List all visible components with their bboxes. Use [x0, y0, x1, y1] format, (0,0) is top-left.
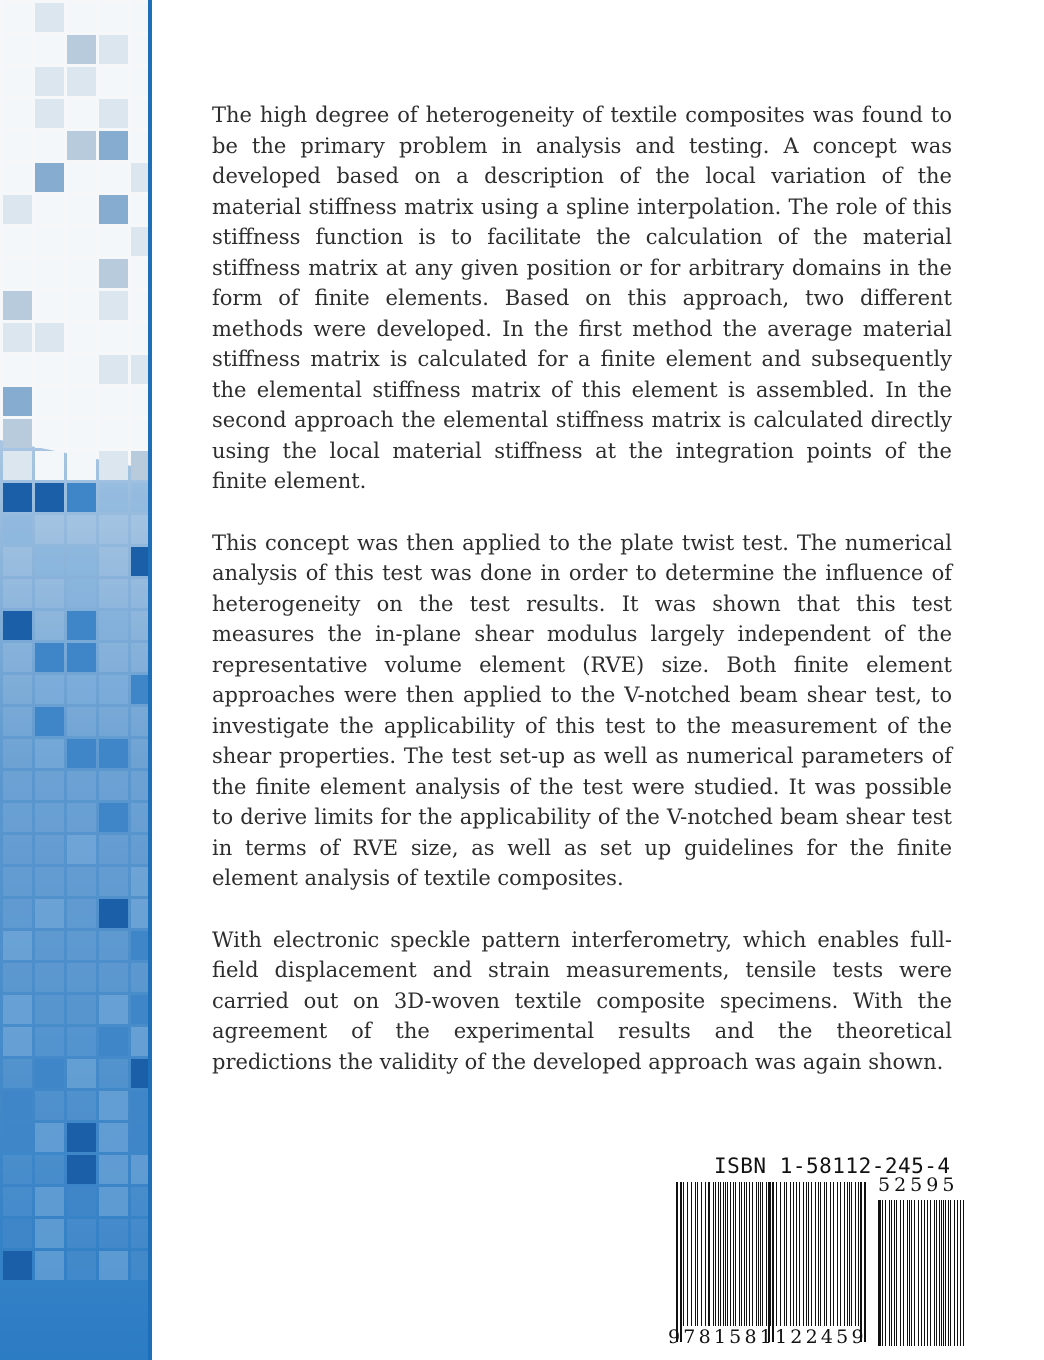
sidebar-tile [3, 35, 32, 64]
barcode-bar [715, 1182, 716, 1326]
sidebar-tile [35, 771, 64, 800]
barcode-guard-bar [768, 1182, 770, 1342]
sidebar-tile [35, 355, 64, 384]
sidebar-tile [3, 355, 32, 384]
barcode-bar [930, 1200, 931, 1346]
sidebar-tile [3, 195, 32, 224]
sidebar-tile [3, 899, 32, 928]
barcode-bar [903, 1200, 904, 1346]
isbn-barcode [668, 1150, 968, 1350]
sidebar-tile [3, 675, 32, 704]
sidebar-tile [3, 1251, 32, 1280]
barcode-bar [770, 1182, 771, 1326]
isbn-label: ISBN 1-58112-245-4 [714, 1154, 951, 1178]
barcode-bar [927, 1200, 928, 1346]
sidebar-tile [67, 995, 96, 1024]
sidebar-tile [99, 611, 128, 640]
barcode-guard-bar [680, 1182, 682, 1342]
barcode-bar [683, 1182, 684, 1326]
sidebar-tile-grid [0, 0, 152, 1360]
sidebar-tile [35, 291, 64, 320]
barcode-bar [796, 1182, 797, 1326]
sidebar-tile [67, 259, 96, 288]
sidebar-tile [35, 1219, 64, 1248]
barcode-bar [900, 1200, 901, 1346]
sidebar-tile [3, 835, 32, 864]
sidebar-tile [99, 1155, 128, 1184]
sidebar-tile [35, 963, 64, 992]
barcode-bar [705, 1182, 706, 1326]
barcode-bar [808, 1182, 809, 1326]
sidebar-tile [3, 67, 32, 96]
sidebar-tile [3, 771, 32, 800]
barcode-guard-bar [864, 1182, 866, 1342]
sidebar-tile [67, 131, 96, 160]
sidebar-tile [3, 483, 32, 512]
sidebar-tile [67, 1251, 96, 1280]
barcode-bar [855, 1182, 856, 1326]
sidebar-tile [35, 131, 64, 160]
sidebar-tile [99, 227, 128, 256]
sidebar-tile [35, 867, 64, 896]
sidebar-tile [67, 867, 96, 896]
sidebar-tile [99, 419, 128, 448]
sidebar-tile [67, 227, 96, 256]
sidebar-tile [35, 323, 64, 352]
barcode-bar [837, 1182, 838, 1326]
barcode-bar [894, 1200, 895, 1346]
sidebar-tile [35, 899, 64, 928]
barcode-bar [713, 1182, 714, 1326]
barcode-bar [780, 1182, 781, 1326]
sidebar-tile [99, 259, 128, 288]
barcode-bar [941, 1200, 942, 1346]
barcode-bar [815, 1182, 816, 1326]
sidebar-tile [99, 451, 128, 480]
sidebar-tile [3, 387, 32, 416]
sidebar-tile [35, 1187, 64, 1216]
sidebar-tile [3, 451, 32, 480]
sidebar-tile [3, 1027, 32, 1056]
sidebar-tile [35, 419, 64, 448]
sidebar-tile [99, 3, 128, 32]
sidebar-tile [67, 931, 96, 960]
barcode-bar [909, 1200, 910, 1346]
sidebar-tile [67, 323, 96, 352]
sidebar-tile [3, 643, 32, 672]
barcode-bar [697, 1182, 698, 1326]
sidebar-tile [99, 1091, 128, 1120]
sidebar-tile [3, 131, 32, 160]
sidebar-tile [35, 835, 64, 864]
sidebar-tile [99, 867, 128, 896]
barcode-bar [844, 1182, 845, 1326]
sidebar-tile [99, 931, 128, 960]
sidebar-tile [67, 963, 96, 992]
barcode-bar [945, 1200, 946, 1346]
sidebar-tile [35, 1155, 64, 1184]
barcode-guard-bar [676, 1182, 678, 1342]
sidebar-tile [35, 1027, 64, 1056]
sidebar-tile [35, 675, 64, 704]
barcode-bar [701, 1182, 702, 1326]
barcode-bar [811, 1182, 812, 1326]
sidebar-tile [99, 35, 128, 64]
sidebar-tile [67, 1155, 96, 1184]
sidebar-tile [35, 995, 64, 1024]
sidebar-tile [99, 643, 128, 672]
sidebar-tile [3, 579, 32, 608]
sidebar-tile [3, 739, 32, 768]
sidebar-tile [3, 547, 32, 576]
sidebar-tile [99, 131, 128, 160]
barcode-bar [733, 1182, 734, 1326]
barcode-bar [718, 1182, 719, 1326]
barcode-bar [725, 1182, 726, 1326]
barcode-bar [784, 1182, 785, 1326]
sidebar-tile [99, 1219, 128, 1248]
barcode-bar [858, 1182, 859, 1326]
barcode-bar [744, 1182, 745, 1326]
sidebar-tile [3, 867, 32, 896]
sidebar-tile [67, 195, 96, 224]
sidebar-tile [99, 995, 128, 1024]
sidebar-tile [67, 355, 96, 384]
sidebar-tile [67, 291, 96, 320]
sidebar-tile [3, 995, 32, 1024]
paragraph-1: The high degree of heterogeneity of textile composites was found to be the primary problem in analysis and testing. A concept was developed based on a description of the local variation of the material stiffness matrix using a spline interpolation. The role of this stiffness function is to facilitate the calculation of the material stiffness matrix at any given position or for arbitrary domains in the form of finite elements. Based on this approach, two different methods were developed. In the first method the average material stiffness matrix is calculated for a finite element and subsequently the elemental stiffness matrix of this element is assembled. In the second approach the elemental stiffness matrix is calculated directly using the local material stiffness at the integration points of the finite element. [212, 103, 952, 493]
sidebar-tile [3, 163, 32, 192]
sidebar-tile [67, 739, 96, 768]
sidebar-tile [67, 35, 96, 64]
barcode-bar [934, 1200, 935, 1346]
sidebar-tile [35, 35, 64, 64]
sidebar-tile [35, 739, 64, 768]
sidebar-tile [35, 1123, 64, 1152]
sidebar-tile [99, 579, 128, 608]
barcode-guard-bar [772, 1182, 774, 1342]
sidebar-tile [35, 579, 64, 608]
sidebar-tile [3, 1219, 32, 1248]
barcode-bar [918, 1200, 919, 1346]
sidebar-tile [35, 1251, 64, 1280]
sidebar-tile [3, 1059, 32, 1088]
barcode-bar [907, 1200, 908, 1346]
sidebar-tile [35, 451, 64, 480]
barcode-guard-bar [860, 1182, 862, 1342]
barcode-bar [882, 1200, 883, 1346]
barcode-bar [921, 1200, 922, 1346]
barcode-bar [790, 1182, 791, 1326]
sidebar-tile [99, 1251, 128, 1280]
sidebar-tile [3, 963, 32, 992]
sidebar-tile [35, 99, 64, 128]
sidebar-tile [35, 227, 64, 256]
sidebar-tile [99, 963, 128, 992]
sidebar-tile [3, 707, 32, 736]
barcode-bar [758, 1182, 759, 1326]
barcode-bar [950, 1200, 951, 1346]
sidebar-tile [99, 99, 128, 128]
barcode-bar [896, 1200, 897, 1346]
barcode-bar [954, 1200, 955, 1346]
sidebar-tile [3, 1091, 32, 1120]
barcode-bar [806, 1182, 807, 1326]
sidebar-tile [99, 355, 128, 384]
sidebar-tile [67, 451, 96, 480]
barcode-bar [960, 1200, 961, 1346]
sidebar-tile [99, 515, 128, 544]
sidebar-tile [67, 1123, 96, 1152]
sidebar-tile [3, 227, 32, 256]
price-code: 52595 [878, 1174, 959, 1196]
barcode-bar [891, 1200, 892, 1346]
sidebar-tile [67, 99, 96, 128]
sidebar-tile [67, 163, 96, 192]
sidebar-tile [67, 835, 96, 864]
sidebar-tile [35, 547, 64, 576]
sidebar-tile [35, 67, 64, 96]
sidebar-tile [3, 291, 32, 320]
barcode-bar [851, 1182, 852, 1326]
barcode-bar [889, 1200, 890, 1346]
barcode-bar [840, 1182, 841, 1326]
sidebar-tile [99, 323, 128, 352]
barcode-bar [741, 1182, 742, 1326]
sidebar-tile [99, 291, 128, 320]
sidebar-tile [35, 515, 64, 544]
sidebar-tile [67, 579, 96, 608]
sidebar-tile [35, 483, 64, 512]
sidebar-tile [3, 803, 32, 832]
sidebar-tile [99, 387, 128, 416]
barcode-bar [766, 1182, 767, 1326]
barcode-bar [799, 1182, 800, 1326]
barcode-bar [756, 1182, 757, 1326]
sidebar-tile [35, 387, 64, 416]
barcode-bar [786, 1182, 787, 1326]
sidebar-tile [67, 1091, 96, 1120]
sidebar-tile [3, 1187, 32, 1216]
sidebar-tile [67, 515, 96, 544]
sidebar-tile [67, 611, 96, 640]
barcode-bar [708, 1182, 710, 1326]
sidebar-tile [67, 3, 96, 32]
sidebar-tile [35, 163, 64, 192]
sidebar-tile [3, 611, 32, 640]
sidebar-tile [99, 163, 128, 192]
barcode-bars [668, 1150, 968, 1350]
sidebar-tile [99, 675, 128, 704]
barcode-bar [957, 1200, 958, 1346]
barcode-bar [914, 1200, 915, 1346]
ean-digits: 9781581122459 [668, 1326, 867, 1348]
sidebar-tile [99, 1187, 128, 1216]
barcode-bar [762, 1182, 763, 1326]
barcode-bar [963, 1200, 964, 1346]
sidebar-tile [35, 259, 64, 288]
sidebar-tile [67, 1219, 96, 1248]
sidebar-tile [3, 931, 32, 960]
sidebar-tile [99, 1123, 128, 1152]
barcode-bar [723, 1182, 724, 1326]
barcode-bar [878, 1200, 881, 1346]
barcode-bar [687, 1182, 688, 1326]
barcode-bar [833, 1182, 834, 1326]
sidebar-tile [67, 547, 96, 576]
sidebar-tile [35, 643, 64, 672]
decorative-tile-sidebar [0, 0, 152, 1360]
sidebar-tile [3, 323, 32, 352]
barcode-bar [793, 1182, 794, 1326]
sidebar-tile [35, 931, 64, 960]
sidebar-tile [99, 803, 128, 832]
barcode-bar [739, 1182, 740, 1326]
sidebar-tile [99, 899, 128, 928]
barcode-bar [911, 1200, 912, 1346]
barcode-bar [752, 1182, 753, 1326]
sidebar-tile [3, 515, 32, 544]
barcode-bar [924, 1200, 925, 1346]
sidebar-tile [35, 1091, 64, 1120]
sidebar-tile [67, 707, 96, 736]
sidebar-tile [99, 835, 128, 864]
barcode-bar [695, 1182, 696, 1326]
barcode-bar [849, 1182, 850, 1326]
barcode-bar [776, 1182, 777, 1326]
barcode-bar [730, 1182, 731, 1326]
sidebar-tile [67, 419, 96, 448]
sidebar-tile [67, 771, 96, 800]
barcode-bar [948, 1200, 949, 1346]
barcode-bar [847, 1182, 848, 1326]
sidebar-tile [67, 643, 96, 672]
barcode-bar [749, 1182, 750, 1326]
paragraph-3: With electronic speckle pattern interferometry, which enables full-field displacement and strain measurements, tensile tests were carried out on 3D-woven textile composite specimens. With the agreement of the experimental results and the theoretical predictions the validity of the developed approach was again shown. [212, 927, 952, 1074]
sidebar-tile [67, 387, 96, 416]
sidebar-tile [99, 707, 128, 736]
barcode-bar [760, 1182, 761, 1326]
barcode-bar [943, 1200, 944, 1346]
sidebar-tile [99, 739, 128, 768]
barcode-bar [691, 1182, 692, 1326]
sidebar-tile [3, 419, 32, 448]
sidebar-tile [35, 195, 64, 224]
barcode-bar [824, 1182, 825, 1326]
sidebar-tile [99, 547, 128, 576]
sidebar-tile [99, 1059, 128, 1088]
sidebar-tile [3, 1123, 32, 1152]
sidebar-tile [67, 675, 96, 704]
sidebar-tile [3, 3, 32, 32]
sidebar-tile [67, 899, 96, 928]
sidebar-tile [35, 611, 64, 640]
barcode-bar [803, 1182, 804, 1326]
sidebar-tile [99, 771, 128, 800]
barcode-bar [746, 1182, 747, 1326]
back-cover-text [212, 100, 952, 1108]
sidebar-tile [67, 483, 96, 512]
barcode-bar [830, 1182, 831, 1326]
sidebar-tile [67, 67, 96, 96]
sidebar-tile [35, 707, 64, 736]
sidebar-tile [99, 483, 128, 512]
sidebar-tile [35, 3, 64, 32]
sidebar-tile [35, 1059, 64, 1088]
paragraph-2: This concept was then applied to the plate twist test. The numerical analysis of this test was done in order to determine the influence of heterogeneity on the test results. It was shown that this test measures the in-plane shear modulus largely independent of the representative volume element (RVE) size. Both finite element approaches were then applied to the V-notched beam shear test, to investigate the applicability of this test to the measurement of the shear properties. The test set-up as well as numerical parameters of the finite element analysis of the test were studied. It was possible to derive limits for the applicability of the V-notched beam shear test in terms of RVE size, as well as set up guidelines for the finite element analysis of textile composites. [212, 530, 952, 890]
sidebar-tile [99, 195, 128, 224]
barcode-bar [885, 1200, 886, 1346]
barcode-bar [826, 1182, 827, 1326]
sidebar-tile [35, 803, 64, 832]
sidebar-tile [67, 1059, 96, 1088]
barcode-bar [939, 1200, 940, 1346]
sidebar-tile [67, 803, 96, 832]
sidebar-tile [67, 1027, 96, 1056]
barcode-bar [820, 1182, 821, 1326]
sidebar-tile [3, 259, 32, 288]
barcode-bar [818, 1182, 819, 1326]
barcode-bar [735, 1182, 736, 1326]
sidebar-tile [3, 99, 32, 128]
barcode-bar [720, 1182, 721, 1326]
barcode-bar [936, 1200, 937, 1346]
sidebar-tile [67, 1187, 96, 1216]
barcode-bar [727, 1182, 728, 1326]
sidebar-tile [3, 1155, 32, 1184]
sidebar-tile [99, 67, 128, 96]
sidebar-edge-line [148, 0, 152, 1360]
sidebar-tile [99, 1027, 128, 1056]
